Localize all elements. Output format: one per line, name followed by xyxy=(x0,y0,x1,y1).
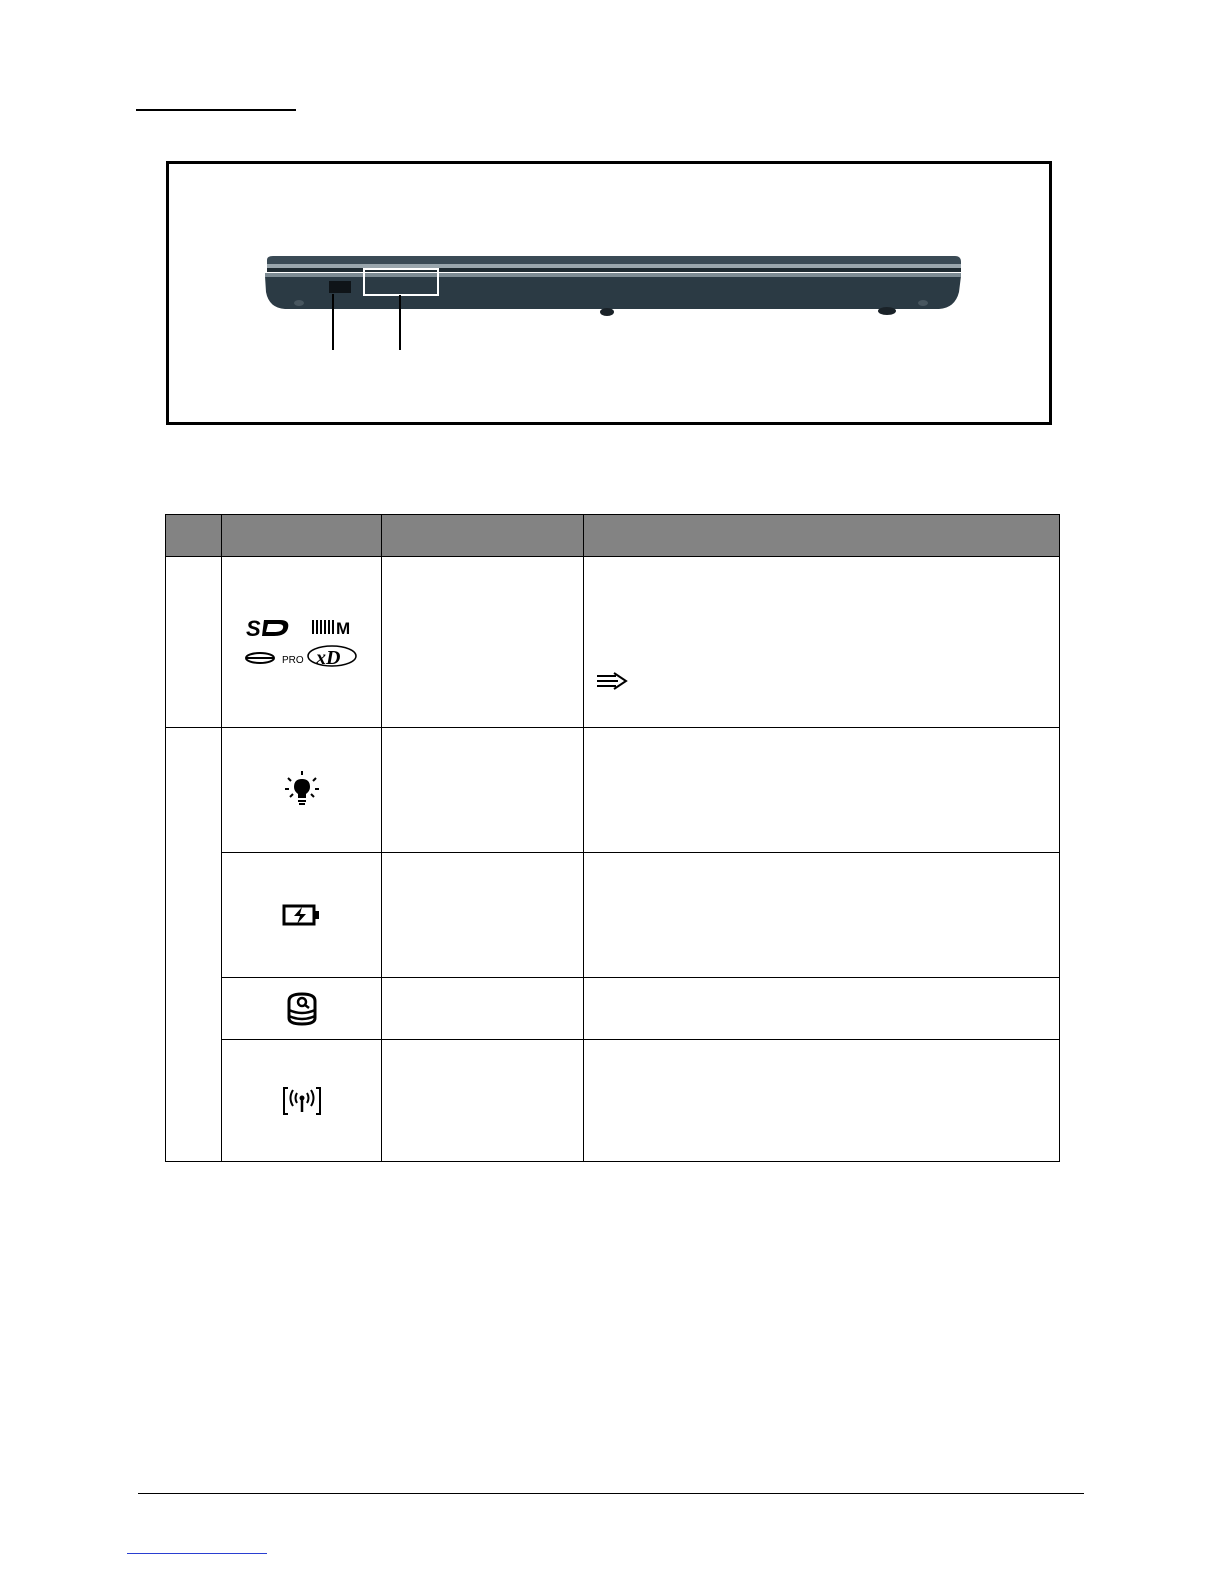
svg-text:PRO: PRO xyxy=(281,655,304,666)
front-view-spec-table xyxy=(165,514,1060,1162)
row-description xyxy=(584,728,1060,853)
note-arrow-icon xyxy=(596,672,628,690)
row-description xyxy=(584,853,1060,978)
table-row xyxy=(166,853,1060,978)
table-row xyxy=(166,1040,1060,1162)
row-description xyxy=(584,978,1060,1040)
front-view-figure xyxy=(166,161,1052,425)
hdd-icon xyxy=(285,991,319,1027)
row-name xyxy=(382,853,584,978)
header-icon xyxy=(222,515,382,557)
svg-text:M: M xyxy=(335,619,350,638)
svg-text:xD: xD xyxy=(315,647,340,669)
laptop-front-view-image xyxy=(169,164,1049,422)
row-number xyxy=(166,557,222,728)
table-row xyxy=(166,978,1060,1040)
header-number xyxy=(166,515,222,557)
card-slot xyxy=(329,281,351,293)
card-reader-logos-icon xyxy=(242,612,362,672)
svg-text:S: S xyxy=(245,616,261,641)
table-header-row xyxy=(166,515,1060,557)
table-row xyxy=(166,557,1060,728)
table-row xyxy=(166,728,1060,853)
wireless-icon xyxy=(282,1086,322,1116)
footer-link-underline[interactable] xyxy=(127,1553,267,1554)
section-heading-underline xyxy=(136,109,296,111)
row-name xyxy=(382,728,584,853)
row-name xyxy=(382,1040,584,1162)
row-description xyxy=(584,1040,1060,1162)
power-indicator-icon xyxy=(282,770,322,810)
header-item xyxy=(382,515,584,557)
footer-rule xyxy=(138,1493,1084,1494)
laptop-base xyxy=(265,276,961,309)
row-number xyxy=(166,728,222,1162)
row-name xyxy=(382,978,584,1040)
battery-charging-icon xyxy=(282,903,322,927)
header-description xyxy=(584,515,1060,557)
row-name xyxy=(382,557,584,728)
